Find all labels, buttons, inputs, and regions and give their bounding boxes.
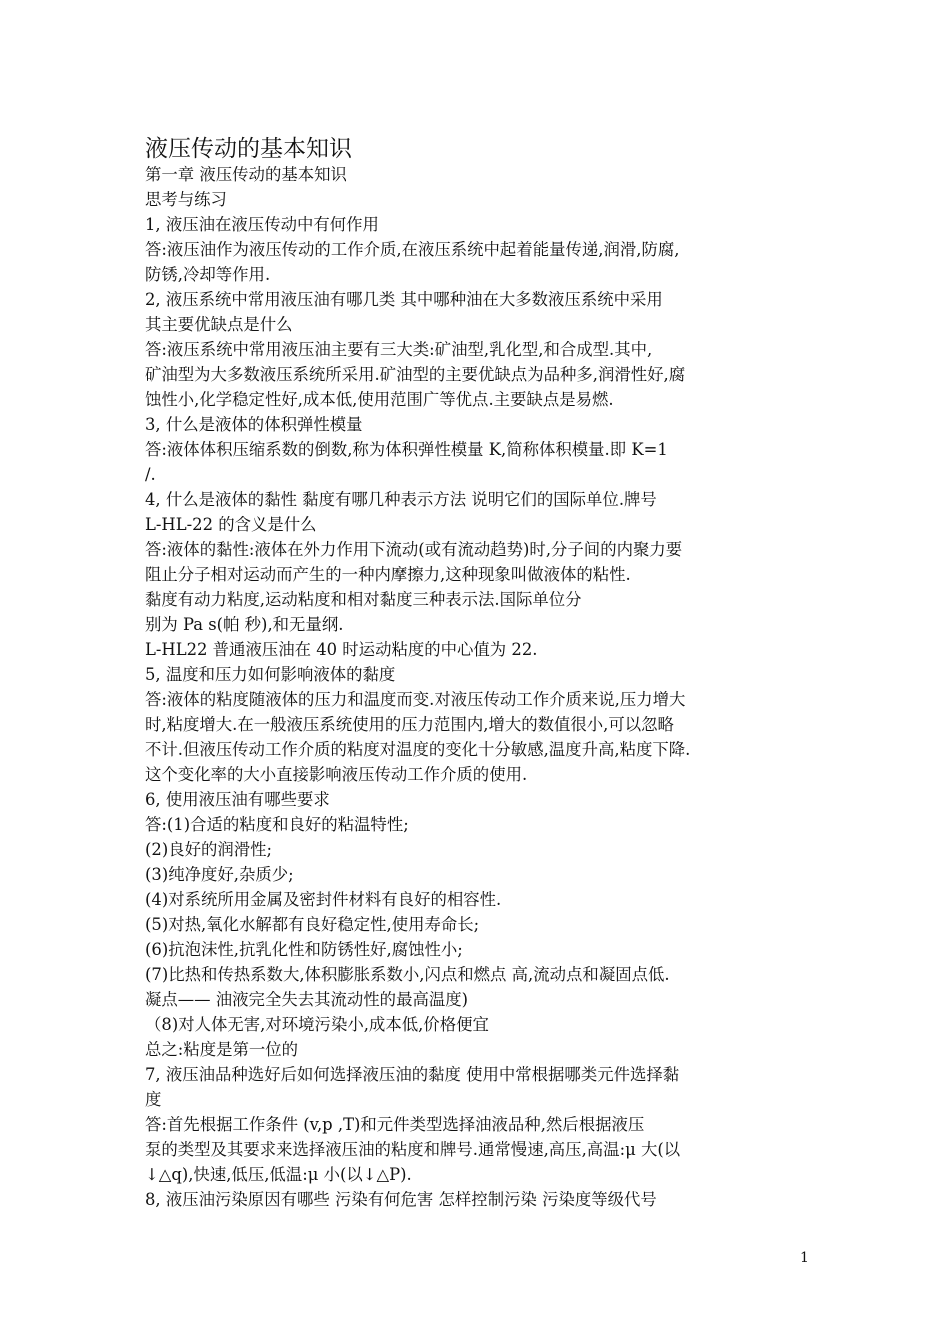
text-line: 5, 温度和压力如何影响液体的黏度	[145, 665, 396, 684]
text-line: 阻止分子相对运动而产生的一种内摩擦力,这种现象叫做液体的粘性.	[145, 565, 631, 584]
text-line: 答:液体体积压缩系数的倒数,称为体积弹性模量 K,简称体积模量.即 K=1	[145, 440, 668, 459]
text-line: L-HL-22 的含义是什么	[145, 515, 317, 534]
text-line: 4, 什么是液体的黏性 黏度有哪几种表示方法 说明它们的国际单位.牌号	[145, 490, 657, 509]
text-line: 答:首先根据工作条件 (v,p ,T)和元件类型选择油液品种,然后根据液压	[145, 1115, 645, 1134]
text-line: 总之:粘度是第一位的	[145, 1040, 299, 1059]
text-line: 黏度有动力粘度,运动粘度和相对黏度三种表示法.国际单位分	[145, 590, 582, 609]
text-line: 不计.但液压传动工作介质的粘度对温度的变化十分敏感,温度升高,粘度下降.	[145, 740, 691, 759]
text-line: 蚀性小,化学稳定性好,成本低,使用范围广等优点.主要缺点是易燃.	[145, 390, 614, 409]
text-line: (3)纯净度好,杂质少;	[145, 865, 294, 884]
text-line: （8)对人体无害,对环境污染小,成本低,价格便宜	[145, 1015, 489, 1034]
text-line: 这个变化率的大小直接影响液压传动工作介质的使用.	[145, 765, 528, 784]
text-line: 6, 使用液压油有哪些要求	[145, 790, 330, 809]
text-line: 度	[145, 1090, 162, 1109]
text-line: 7, 液压油品种选好后如何选择液压油的黏度 使用中常根据哪类元件选择黏	[145, 1065, 680, 1084]
text-line: (2)良好的润滑性;	[145, 840, 273, 859]
text-line: 答:液体的粘度随液体的压力和温度而变.对液压传动工作介质来说,压力增大	[145, 690, 686, 709]
text-line: 答:(1)合适的粘度和良好的粘温特性;	[145, 815, 409, 834]
text-line: L-HL22 普通液压油在 40 时运动粘度的中心值为 22.	[145, 640, 538, 659]
text-line: 泵的类型及其要求来选择液压油的粘度和牌号.通常慢速,高压,高温:μ 大(以	[145, 1140, 681, 1159]
text-line: 3, 什么是液体的体积弹性模量	[145, 415, 363, 434]
text-line: 2, 液压系统中常用液压油有哪几类 其中哪种油在大多数液压系统中采用	[145, 290, 663, 309]
text-line: (4)对系统所用金属及密封件材料有良好的相容性.	[145, 890, 502, 909]
text-line: (7)比热和传热系数大,体积膨胀系数小,闪点和燃点 高,流动点和凝固点低.	[145, 965, 670, 984]
text-line: /.	[145, 465, 156, 484]
text-line: 时,粘度增大.在一般液压系统使用的压力范围内,增大的数值很小,可以忽略	[145, 715, 674, 734]
text-line: 其主要优缺点是什么	[145, 315, 293, 334]
document-title: 液压传动的基本知识	[145, 136, 352, 163]
text-line: 答:液体的黏性:液体在外力作用下流动(或有流动趋势)时,分子间的内聚力要	[145, 540, 683, 559]
text-line: 1, 液压油在液压传动中有何作用	[145, 215, 379, 234]
text-line: 8, 液压油污染原因有哪些 污染有何危害 怎样控制污染 污染度等级代号	[145, 1190, 657, 1209]
text-line: 答:液压系统中常用液压油主要有三大类:矿油型,乳化型,和合成型.其中,	[145, 340, 653, 359]
text-line: (6)抗泡沫性,抗乳化性和防锈性好,腐蚀性小;	[145, 940, 463, 959]
text-line: 防锈,冷却等作用.	[145, 265, 271, 284]
text-line: ↓△q),快速,低压,低温:μ 小(以↓△P).	[145, 1165, 412, 1184]
text-line: 答:液压油作为液压传动的工作介质,在液压系统中起着能量传递,润滑,防腐,	[145, 240, 680, 259]
text-line: 思考与练习	[145, 190, 227, 209]
text-line: 第一章 液压传动的基本知识	[145, 165, 347, 184]
text-line: (5)对热,氧化水解都有良好稳定性,使用寿命长;	[145, 915, 480, 934]
text-line: 矿油型为大多数液压系统所采用.矿油型的主要优缺点为品种多,润滑性好,腐	[145, 365, 686, 384]
page-number: 1	[800, 1250, 809, 1266]
text-line: 凝点—— 油液完全失去其流动性的最高温度)	[145, 990, 469, 1009]
document-body	[145, 162, 765, 1212]
text-line: 别为 Pa s(帕 秒),和无量纲.	[145, 615, 344, 634]
